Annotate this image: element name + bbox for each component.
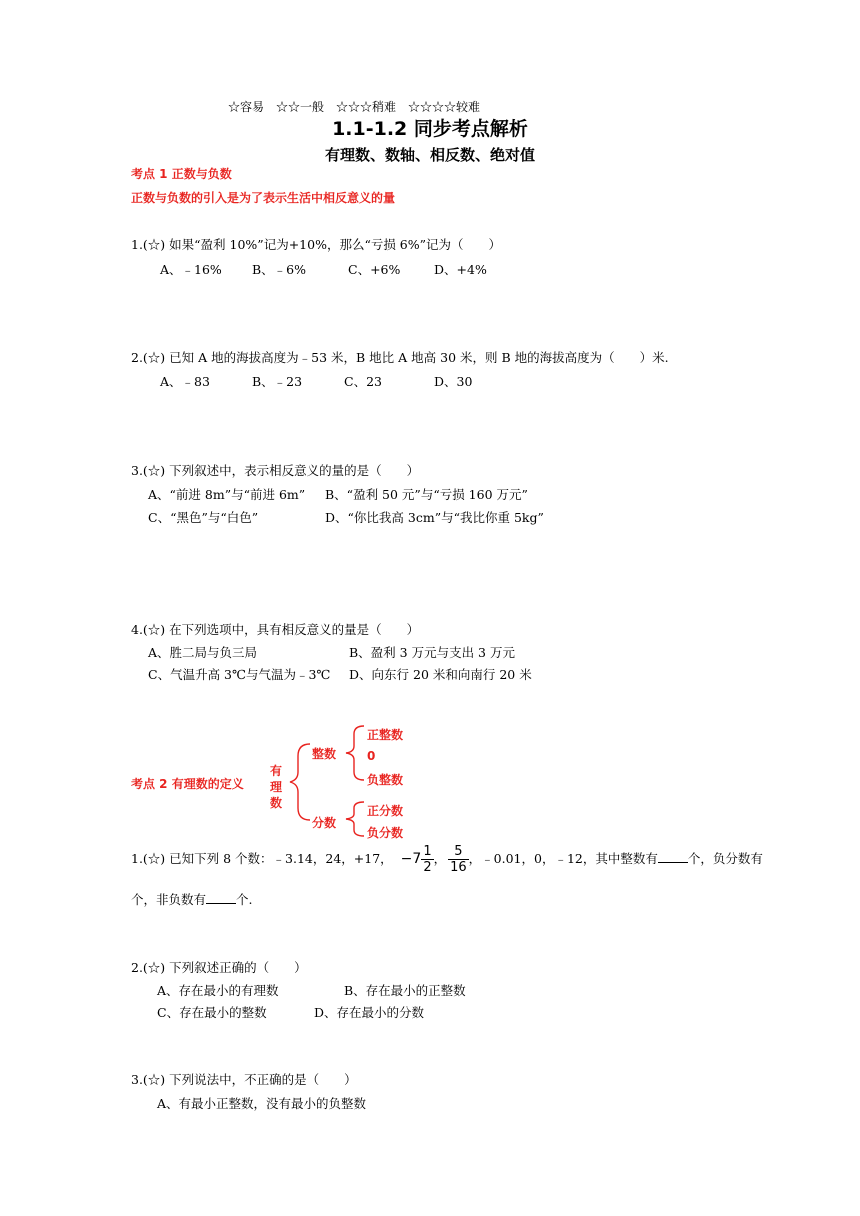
question-1-2-stem: 2.(☆) 已知 A 地的海拔高度为﹣53 米，B 地比 A 地高 30 米，则 B 地的海拔高度为（ ）米. [131, 350, 669, 365]
question-2-1-prefix: 1.(☆) 已知下列 8 个数：﹣3.14，24，+17， [131, 851, 393, 866]
question-1-3-option-b: B、“盈利 50 元”与“亏损 160 万元” [325, 487, 528, 502]
diagram-negative-fraction: 负分数 [367, 826, 404, 840]
question-1-4-stem: 4.(☆) 在下列选项中，具有相反意义的量是（ ） [131, 622, 420, 637]
question-1-2-option-a: A、﹣83 [160, 374, 210, 389]
question-2-1-line2 [131, 890, 253, 908]
fraction-five-sixteenths: $\frac{5}{16}$ [450, 844, 467, 875]
diagram-negative-integer: 负整数 [367, 773, 404, 787]
question-1-1-option-b: B、﹣6% [252, 262, 307, 277]
diagram-integer: 整数 [312, 747, 337, 761]
page-title: 1.1-1.2 同步考点解析 [332, 118, 528, 140]
question-2-1-suffix: ，﹣0.01，0，﹣12，其中整数有 [468, 851, 658, 866]
question-2-1-line2-start: 个，非负数有 [131, 892, 207, 907]
question-1-1-option-a: A、﹣16% [160, 262, 222, 277]
mixed-number-fraction: $\frac{1}{2}$ [423, 844, 432, 875]
question-1-4-option-c: C、气温升高 3℃与气温为﹣3℃ [148, 667, 331, 682]
diagram-positive-fraction: 正分数 [367, 804, 404, 818]
page-subtitle: 有理数、数轴、相反数、绝对值 [324, 146, 535, 164]
question-1-4-option-a: A、胜二局与负三局 [148, 645, 258, 660]
question-1-2-option-c: C、23 [344, 374, 382, 389]
question-1-3-option-d: D、“你比我高 3cm”与“我比你重 5kg” [325, 510, 544, 525]
answer-blank-integers[interactable] [658, 850, 688, 863]
question-1-4-option-b: B、盈利 3 万元与支出 3 万元 [349, 645, 515, 660]
question-2-1-line1 [131, 843, 763, 875]
question-1-3-option-a: A、“前进 8m”与“前进 6m” [148, 487, 306, 502]
section1-heading: 考点 1 正数与负数 [131, 167, 232, 181]
diagram-positive-integer: 正整数 [367, 728, 404, 742]
section2-heading: 考点 2 有理数的定义 [131, 777, 244, 791]
diagram-zero: 0 [367, 749, 376, 763]
question-1-3-option-c: C、“黑色”与“白色” [148, 510, 259, 525]
question-1-1-stem: 1.(☆) 如果“盈利 10%”记为+10%，那么“亏损 6%”记为（ ） [131, 237, 502, 252]
question-2-2-option-d: D、存在最小的分数 [314, 1005, 425, 1020]
question-1-4-option-d: D、向东行 20 米和向南行 20 米 [349, 667, 532, 682]
diagram-fraction: 分数 [312, 816, 337, 830]
question-2-3-option-a: A、有最小正整数，没有最小的负整数 [157, 1096, 367, 1111]
question-1-1-option-c: C、+6% [348, 262, 401, 277]
comma-separator: ， [433, 851, 447, 866]
question-2-2-option-c: C、存在最小的整数 [157, 1005, 267, 1020]
question-2-3-stem: 3.(☆) 下列说法中，不正确的是（ ） [131, 1072, 357, 1087]
question-2-2-option-a: A、存在最小的有理数 [157, 983, 279, 998]
question-1-3-stem: 3.(☆) 下列叙述中，表示相反意义的量的是（ ） [131, 463, 420, 478]
diagram-root-rational: 有理数 [269, 764, 282, 810]
question-1-2-option-b: B、﹣23 [252, 374, 303, 389]
question-2-2-stem: 2.(☆) 下列叙述正确的（ ） [131, 960, 307, 975]
question-2-1-mid: 个，负分数有 [687, 851, 763, 866]
section1-note: 正数与负数的引入是为了表示生活中相反意义的量 [131, 191, 396, 205]
question-2-2-option-b: B、存在最小的正整数 [344, 983, 466, 998]
question-1-1-option-d: D、+4% [434, 262, 487, 277]
difficulty-legend: ☆容易 ☆☆一般 ☆☆☆稍难 ☆☆☆☆较难 [228, 100, 481, 114]
question-1-2-option-d: D、30 [434, 374, 473, 389]
answer-blank-nonnegative[interactable] [206, 891, 236, 904]
question-2-1-line2-end: 个. [236, 892, 253, 907]
mixed-number-whole: −7 [400, 851, 422, 867]
